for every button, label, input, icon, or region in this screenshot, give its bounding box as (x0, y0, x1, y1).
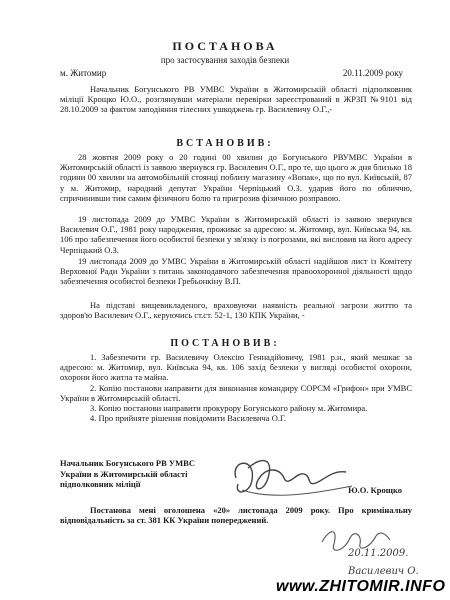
signer-block (60, 458, 195, 490)
section-established-heading: ВСТАНОВИВ: (176, 138, 274, 149)
decision-item: 1. Забезпечити гр. Василевичу Олексію Геннадійовичу, 1981 р.н., який мешкає за адресою: м. Житомир, вул. Київська 94, кв. 106 захід безпеки у вигляді особистої охорони, охорони його житла та майна. (60, 352, 412, 383)
handwritten-date: 20.11.2009. (348, 548, 409, 559)
signer-line: підполковник міліції (60, 479, 141, 489)
decision-item: 4. Про прийняте рішення повідомити Василевича О.Г. (90, 413, 287, 424)
document-subtitle: про застосування заходів безпеки (160, 55, 290, 65)
paragraph-2: 19 листопада 2009 до УМВС України в Житомирській області із заявою звернувся Василевич О.Г., 1981 року народження, проживає за адресою: м. Житомир, вул. Київська 94, кв. 106 про забезпечення його особистої безпеки у зв'язку із погрозами, які висловив на його адресу Черпіцький О.З. (60, 214, 412, 255)
paragraph-1: 28 жовтня 2009 року о 20 годині 00 хвилин до Богунського РВУМВС України в Житомирській області із заявою звернувся гр. Василевич О.Г., про те, що цього ж дня близько 18 години 00 хвилин на автомобільній стоянці поблизу магазину «Вопак», що по вул. Київській, 87 у м. Житомир, народний депутат України Черпіцький О.З. ударив його по обличчю, спричинивши тим самим фізичного болю та пригрозив фізичною розправою. (60, 152, 412, 203)
signer-line: України в Житомирській області (60, 468, 188, 479)
decision-list (60, 352, 412, 423)
document-city: м. Житомир (60, 68, 107, 78)
notice-paragraph: Постанова мені оголошена «20» листопада 2009 року. Про кримінальну відповідальність за ст. 381 КК України попереджений. (60, 505, 412, 526)
signer-name: Ю.О. Крощко (348, 485, 402, 495)
section-decided-heading: ПОСТАНОВИВ: (170, 338, 280, 349)
paragraph-4: На підставі вищевикладеного, враховуючи наявність реальної загрози життю та здоров'ю Василевич О.Г., керуючись ст.ст. 52-1, 130 КПК України, - (60, 300, 412, 321)
signature-image (222, 448, 362, 508)
decision-item: 2. Копію постанови направити для виконання командиру СОРСМ «Грифон» при УМВС України в Житомирській області. (60, 382, 412, 403)
paragraph-3: 19 листопада 2009 до УМВС України в Житомирській області надійшов лист із Комітету Верховної Ради України з питань законодавчого забезпечення правоохоронної діяльності щодо забезпечення особистої безпеки Гребьонкіну В.П. (60, 256, 412, 287)
signer-line: Начальник Богунського РВ УМВС (60, 458, 195, 468)
intro-paragraph: Начальник Богунського РВ УМВС України в Житомирській області підполковник міліції Крощко Ю.О., розглянувши матеріали перевірки зареєстрований в ЖРЗП №9101 від 28.10.2009 за фактом заподіяння тілесних ушкоджень гр. Василевичу О.Г.,- (60, 84, 412, 115)
document-title: ПОСТАНОВА (172, 39, 278, 53)
decision-item: 3. Копію постанови направити прокурору Богунського району м. Житомира. (90, 403, 368, 414)
handwritten-name: Василевич О. (348, 566, 419, 577)
document-date: 20.11.2009 року (342, 68, 403, 78)
site-watermark: www.ZHITOMIR.INFO (276, 578, 446, 595)
